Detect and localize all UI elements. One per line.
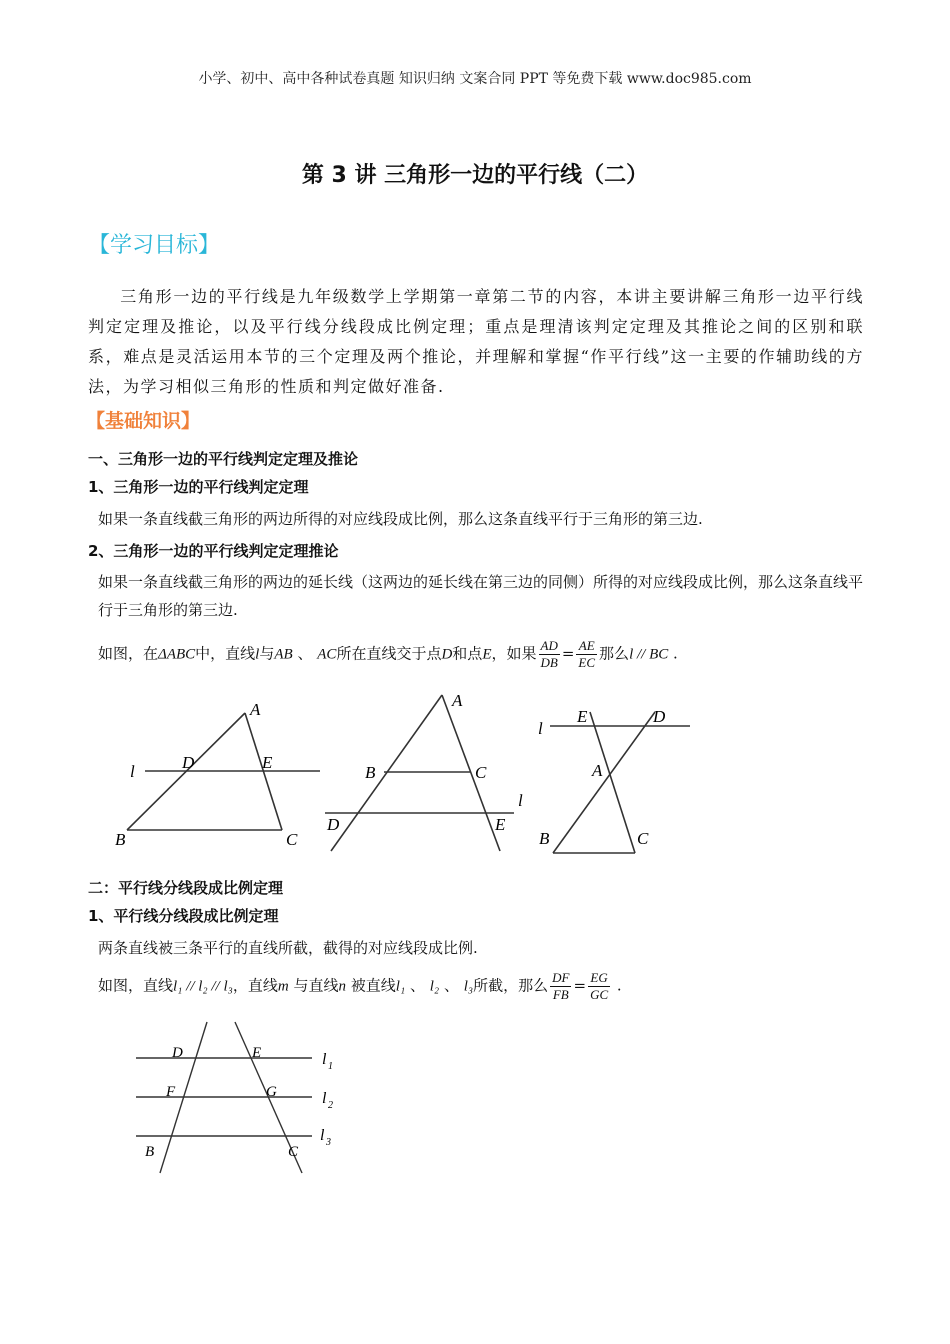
- ex1-d: D: [441, 646, 453, 663]
- goal-text: [88, 282, 864, 402]
- fig4-label-l1: l: [322, 1051, 327, 1068]
- ex1-ac: AC: [317, 646, 337, 663]
- ex2-sep1: 、: [409, 976, 425, 995]
- figure-triangle-3: [535, 698, 700, 858]
- ex1-frac2-num: AE: [576, 638, 597, 655]
- ex2-frac2-den: GC: [590, 987, 609, 1002]
- section1-p2: 如果一条直线截三角形的两边的延长线（这两边的延长线在第三边的同侧）所得的对应线段成比例，那么这条直线平行于三角形的第三边.: [98, 573, 864, 619]
- ex1-t3: 与: [259, 644, 275, 663]
- section1-heading: 一、三角形一边的平行线判定定理及推论: [88, 450, 359, 468]
- fig2-label-b: B: [365, 763, 376, 782]
- ex1-frac2-den: EC: [578, 655, 596, 670]
- ex2-parallel: l₁ // l₂ // l₃: [173, 978, 233, 995]
- section2-heading: 二：平行线分线段成比例定理: [88, 879, 284, 897]
- fig1-label-d: D: [182, 753, 195, 772]
- fig3-label-e: E: [577, 707, 588, 726]
- goal-heading: 【学习目标】: [88, 233, 221, 258]
- section1-p1: 如果一条直线截三角形的两边所得的对应线段成比例，那么这条直线平行于三角形的第三边.: [98, 510, 703, 528]
- figure-parallel-lines: [130, 1018, 350, 1178]
- ex1-frac1: [539, 638, 560, 671]
- fig4-label-l2-sub: 2: [328, 1100, 333, 1111]
- fig2-label-l: l: [518, 791, 523, 810]
- ex2-n: n: [338, 978, 346, 995]
- fig4-label-f: F: [166, 1084, 176, 1100]
- ex1-t8: 那么: [599, 644, 630, 663]
- ex2-t3: 与直线: [293, 976, 339, 995]
- fig2-label-a: A: [452, 691, 463, 710]
- fig3-label-d: D: [653, 707, 666, 726]
- ex2-frac1: [550, 970, 571, 1003]
- fig1-label-c: C: [286, 830, 298, 849]
- ex2-t5: 所截，那么: [473, 976, 549, 995]
- fig2-label-c: C: [475, 763, 487, 782]
- ex2-frac2: [588, 970, 610, 1003]
- ex2-t2: ，直线: [232, 976, 278, 995]
- ex2-t4: 被直线: [350, 976, 396, 995]
- ex1-ab: AB: [274, 646, 293, 663]
- ex1-triangle: ΔABC: [158, 646, 196, 663]
- section2-p1: 两条直线被三条平行的直线所截，截得的对应线段成比例.: [98, 939, 478, 957]
- ex2-l1: l₁: [395, 978, 406, 995]
- ex1-t6: 和点: [452, 644, 483, 663]
- fig4-label-l3-sub: 3: [326, 1137, 331, 1148]
- section1-sub2: 2、三角形一边的平行线判定定理推论: [88, 542, 339, 560]
- ex1-conclusion: l // BC: [629, 646, 669, 663]
- ex2-t1: 如图，直线: [98, 976, 174, 995]
- page-header: 小学、初中、高中各种试卷真题 知识归纳 文案合同 PPT 等免费下载 www.doc985.com: [198, 71, 752, 87]
- fig2-label-d: D: [327, 815, 340, 834]
- ex1-l: l: [255, 646, 260, 663]
- figure-triangle-2: [322, 688, 537, 858]
- fig4-label-l2: l: [322, 1090, 327, 1107]
- ex1-t4: 、: [297, 644, 313, 663]
- fig4-label-g: G: [266, 1084, 277, 1100]
- section1-example: [98, 638, 864, 671]
- goal-text-body: 三角形一边的平行线是九年级数学上学期第一章第二节的内容，本讲主要讲解三角形一边平行线判定定理及推论，以及平行线分线段成比例定理；重点是理清该判定定理及其推论之间的区别和联系，难点是灵活运用本节的三个定理及两个推论，并理解和掌握“作平行线”这一主要的作辅助线的方法，为学习相似三角形的性质和判定做好准备.: [88, 287, 864, 396]
- fig1-label-l: l: [130, 762, 135, 781]
- fig4-label-l1-sub: 1: [328, 1061, 333, 1072]
- ex1-t2: 中，直线: [195, 644, 256, 663]
- fig2-label-e: E: [495, 815, 506, 834]
- fig4-label-c: C: [288, 1144, 299, 1160]
- fig1-label-a: A: [250, 700, 261, 719]
- section1-sub1: 1、三角形一边的平行线判定定理: [88, 478, 309, 496]
- ex1-e: E: [482, 646, 492, 663]
- ex2-sep2: 、: [443, 976, 459, 995]
- fig3-label-c: C: [637, 829, 649, 848]
- fig1-label-e: E: [262, 753, 273, 772]
- fig3-label-b: B: [539, 829, 550, 848]
- ex2-frac1-num: DF: [552, 970, 570, 985]
- ex1-t1: 如图，在: [98, 644, 159, 663]
- fig4-label-b: B: [145, 1144, 155, 1160]
- section2-sub1: 1、平行线分线段成比例定理: [88, 907, 279, 925]
- ex1-frac2: [576, 638, 597, 671]
- ex2-frac1-den: FB: [552, 987, 569, 1002]
- fig1-label-b: B: [115, 830, 126, 849]
- ex2-t6: .: [616, 976, 622, 995]
- fig3-label-a: A: [592, 761, 603, 780]
- ex1-frac1-num: AD: [540, 638, 558, 653]
- figure-triangle-1: [110, 695, 330, 860]
- ex1-frac1-den: DB: [540, 655, 558, 670]
- ex1-t9: .: [673, 644, 678, 663]
- ex2-frac2-num: EG: [588, 970, 610, 987]
- basic-heading: 【基础知识】: [86, 410, 201, 432]
- fig4-label-l3: l: [320, 1127, 325, 1144]
- ex1-t7: ，如果: [491, 644, 537, 663]
- ex2-eq: =: [573, 976, 587, 995]
- fig4-label-e: E: [252, 1045, 262, 1061]
- fig4-label-d: D: [172, 1045, 183, 1061]
- ex2-l3: l₃: [463, 978, 474, 995]
- page-title: 第 3 讲 三角形一边的平行线（二）: [301, 163, 649, 188]
- section2-example: [98, 970, 864, 1003]
- ex1-t5: 所在直线交于点: [336, 644, 442, 663]
- fig3-label-l: l: [538, 719, 543, 738]
- ex1-eq: =: [561, 644, 575, 663]
- ex2-l2: l₂: [429, 978, 440, 995]
- ex2-m: m: [277, 978, 289, 995]
